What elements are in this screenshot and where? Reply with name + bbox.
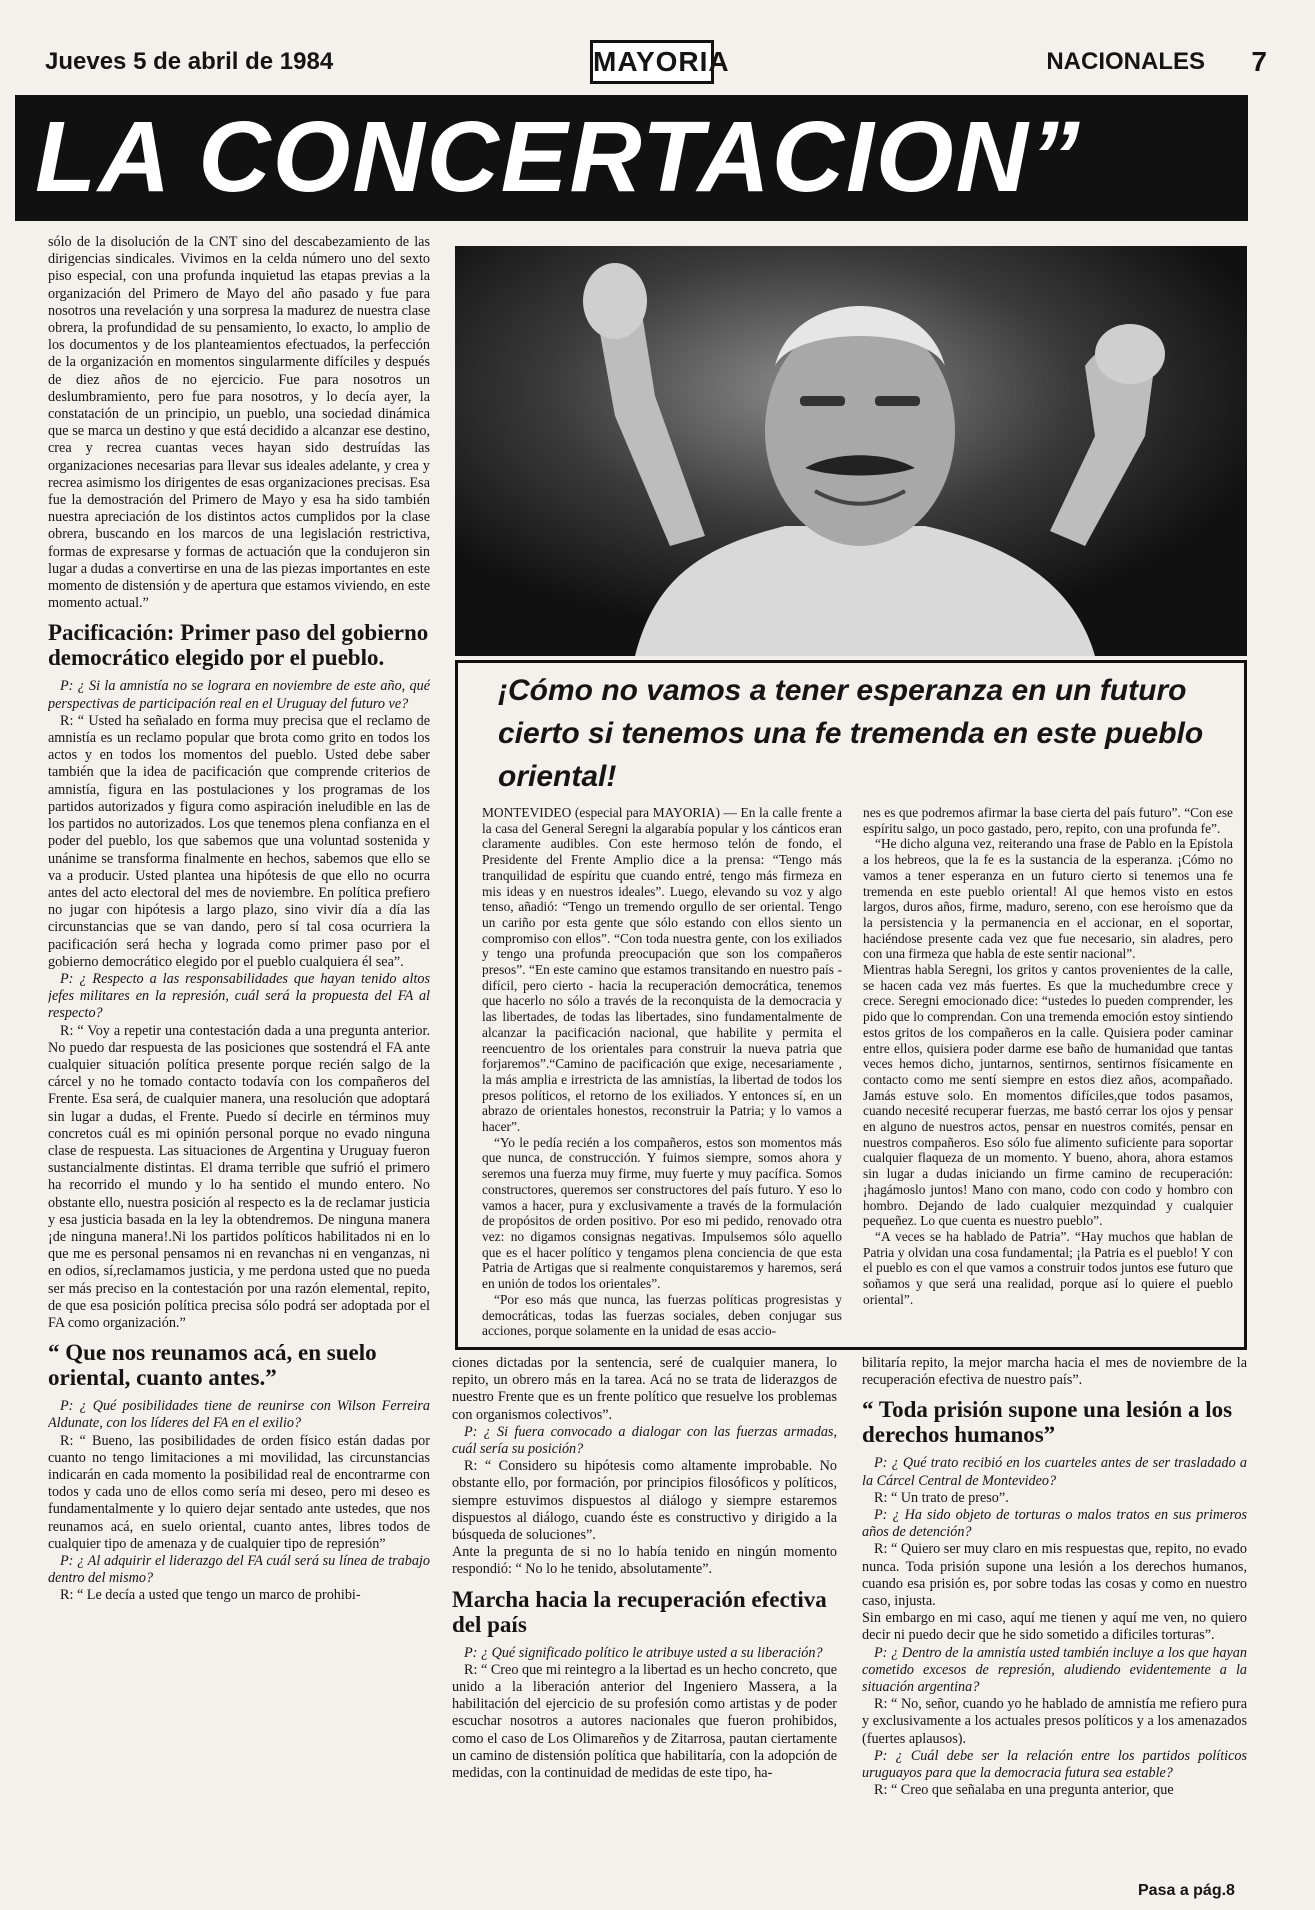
photo-illustration [455, 246, 1247, 656]
answer: R: “ No, señor, cuando yo he hablado de amnistía me refiero pura y exclusivamente a los actuales presos políticos y a los amenazados (fuertes aplausos). [862, 1696, 1247, 1747]
intro-paragraph: sólo de la disolución de la CNT sino del descabezamiento de las dirigencias sindicales. Vivimos en la celda número uno del sexto piso especial, con una profunda inquietud las etapas previas a la organización del Primero de Mayo del año pasado y fue para nosotros una revelación y una sorpresa la madurez de nuestra clase obrera, la profundidad de su pensamiento, lo exacto, lo amplio de los documentos y de los planteamientos efectuados, la perfección de la organización en momentos singularmente difíciles y después de diez años de no ejercicio. Fue para nosotros un deslumbramiento, pero fue para nosotros, y lo decía ayer, la constatación de un principio, un pueblo, una sociedad dinámica que se marca un destino y que está decidido a alcanzar ese destino, crea y recrea cuantas veces hayan sido destruídas las organizaciones necesarias para llevar sus ideales adelante, y crea y recrea asimismo los dirigentes de esas organizaciones precisas. Esa fue la demostración del Primero de Mayo y esa ha sido también nuestra apreciación de los distintos actos cumplidos por la clase obrera, buscando en los marcos de una legislación restrictiva, formas de expresarse y formas de actuación que la condujeron sin lugar a dudas a convertirse en una de las piezas importantes en este momento de distensión y de apertura que estamos viviendo, en este momento actual.” [48, 234, 430, 612]
boxed-paragraph: Mientras habla Seregni, los gritos y cantos provenientes de la calle, se hacen cada vez más fuertes. Es que la muchedumbre crece y crece. Seregni emocionado dice: “ustedes lo pueden comprender, les pido que lo comprendan. Con una tremenda emoción estoy sintiendo estos gritos de los compañeros en la calle. Quisiera poder caminar entre ellos, quisiera poder darme ese baño de humanidad que tantas veces hemos dicho, juntarnos, sentirnos, sentirnos físicamente en contacto como me sentí siempre en estos diez años, acompañado. Jamás estuve solo. En momentos difíciles,que todos pasamos, cuando necesité recuperar fuerzas, me bastó cerrar los ojos y pensar en alguno de nuestros actos, pensar en nuestros comités, pensar en nuestros compañeros. Eso sólo fue alimento suficiente para soportar cualquier flaqueza de un momento. Y bueno, ahora, ahora estamos sin lugar a dudas iniciando un firme camino de recuperación: ¡hagámoslo juntos! Mano con mano, codo con codo y hombro con hombro. Dejando de lado cualquier mezquindad y cualquier pequeñez. Lo que cuenta es nuestro pueblo”. [863, 962, 1233, 1229]
section-heading: “ Que nos reunamos acá, en suelo oriental, cuanto antes.” [48, 1340, 377, 1391]
section-heading: Pacificación: Primer paso del gobierno democrático elegido por el pueblo. [48, 620, 429, 671]
answer: R: “ Le decía a usted que tengo un marco de prohibi- [60, 1587, 361, 1604]
boxed-paragraph: MONTEVIDEO (especial para MAYORIA) — En la calle frente a la casa del General Seregni la algarabía popular y los cánticos eran claramente audibles. Con este hermoso telón de fondo, el Presidente del Frente Amplio dice a la prensa: “Tengo más tranquilidad de espíritu que cuando entré, tengo más firmeza en mis ideas y en nuestros ideales”. Luego, elevando su voz y algo tenso, añadió: “Tengo un tremendo orgullo de ser oriental. Tengo un cariño por esta gente que sólo estando con ellos siento un compromiso con ellos”. “Con toda nuestra gente, con los exiliados y tengo una profunda preocupación que son los compañeros presos”. “En este camino que estamos transitando en nuestro país - difícil, pero cierto - hacia la recuperación democrática, tenemos que hacerlo no sólo a través de la reconquista de la democracia y las libertades, de todas las libertades, sino fundamentalmente de alcanzar la pacificación nacional, que habilite y permita el reencuentro de los orientales para construir la nueva patria que forjaremos”.“Camino de pacificación que exige, necesariamente , la más amplia e irrestricta de las amnistías, la libertad de todos los presos políticos, el retorno de los exiliados. Y entonces sí, en un abrazo de orientales honestos, reconstruir la Patria; y lo vamos a hacer”. [482, 805, 842, 1135]
answer: R: “ Quiero ser muy claro en mis respuestas que, repito, no evado nunca. Toda prisión supone una lesión a los derechos humanos, cuando esa prisión es, por sobre todas las cosas y como en nuestro caso, injusta. [862, 1541, 1247, 1610]
middle-column [452, 1355, 837, 1900]
boxed-paragraph: “Yo le pedía recién a los compañeros, estos son momentos más que nunca, de construcción. Y fuimos siempre, somos ahora y seremos una fuerza muy firme, muy fuerte y muy pacífica. Somos constructores, queremos ser constructores del país futuro. Y eso lo vamos a hacer, pura y exclusivamente a través de la formulación de propósitos de orden positivo. Por eso mi pedido, renovado otra vez: no digamos consignas negativas. Impulsemos sólo aquello que es el hacer político y tengamos plena conciencia de que esta Patria de Artigas que si realmente conquistaremos y haremos, será en unión de todos los orientales”. [482, 1134, 842, 1292]
question: P: ¿ Qué posibilidades tiene de reunirse con Wilson Ferreira Aldunate, con los líderes del FA en el exilio? [48, 1398, 430, 1432]
section-heading: “ Toda prisión supone una lesión a los derechos humanos” [862, 1397, 1233, 1448]
boxed-paragraph: “Por eso más que nunca, las fuerzas políticas progresistas y democráticas, todas las fuerzas sociales, deben conjugar sus acciones, porque solamente en la unidad de esas accio- [482, 1291, 842, 1339]
boxed-column-2 [863, 805, 1233, 1308]
answer: R: “ Voy a repetir una contestación dada a una pregunta anterior. No puedo dar respuesta de las posiciones que sostendrá el FA ante cualquier situación política presente porque recién salgo de la cárcel y no he tomado contacto todavía con los compañeros del Frente. Esa será, de cualquier manera, una resolución que adoptará sin lugar a dudas, el Frente. Puedo sí decirle en términos muy concretos cuál es mi opinión personal porque no evado ninguna clase de respuesta. Las situaciones de Argentina y Uruguay fueron sustancialmente distintas. El drama terrible que sufrió el primero ha recorrido el mundo y lo ha sentido el mundo entero. No obstante ello, nuestra posición al respecto es la de reclamar justicia y esa justicia basada en la ley la obtendremos. De ninguna manera ¡de ninguna manera!.Ni los partidos políticos habilitados ni en lo que me es personal pensamos ni en revanchas ni en venganzas, ni en odios, sí,reclamamos justicia, y me perdona usted que no pueda ser más preciso en la contestación por una razón elemental, repito, de que esa posición política precisa sólo podrá ser adoptada por el FA como organización.” [48, 1022, 430, 1331]
question: P: ¿ Ha sido objeto de torturas o malos tratos en sus primeros años de detención? [862, 1507, 1247, 1541]
headline-title: LA CONCERTACION” [35, 101, 1082, 213]
boxed-column-1 [482, 805, 842, 1339]
paragraph: bilitaría repito, la mejor marcha hacia el mes de noviembre de la recuperación efectiva de nuestro país”. [862, 1355, 1247, 1389]
section-title: NACIONALES [1046, 48, 1205, 75]
question: P: ¿ Si la amnistía no se lograra en noviembre de este año, qué perspectivas de participación real en el Uruguay del futuro ve? [48, 678, 430, 712]
section-heading: Marcha hacia la recuperación efectiva del país [452, 1586, 827, 1637]
continue-link[interactable]: Pasa a pág.8 [1138, 1882, 1235, 1899]
question: P: ¿ Qué trato recibió en los cuarteles antes de ser trasladado a la Cárcel Central de Montevideo? [862, 1455, 1247, 1489]
boxed-paragraph: nes es que podremos afirmar la base cierta del país futuro”. “Con ese espíritu salgo, un poco gastado, pero, repito, con una profunda fe”. [863, 805, 1233, 836]
right-column [862, 1355, 1247, 1875]
question: P: ¿ Dentro de la amnistía usted también incluye a los que hayan cometido excesos de represión, aludiendo evidentemente a la situación argentina? [862, 1644, 1247, 1696]
answer: R: “ Considero su hipótesis como altamente improbable. No obstante ello, por formación, por principios filosóficos y políticos, siempre estuvimos dispuestos al diálogo y siempre estaremos dispuestos al diálogo, cuando éste es constructivo y dirigido a la búsqueda de soluciones”. [452, 1458, 837, 1544]
header-date: Jueves 5 de abril de 1984 [45, 48, 334, 75]
question: P: ¿ Respecto a las responsabilidades que hayan tenido altos jefes militares en la represión, cuál será la propuesta del FA al respecto? [48, 970, 430, 1022]
left-column [48, 234, 430, 1894]
boxed-paragraph: “A veces se ha hablado de Patria”. “Hay muchos que hablan de Patria y olvidan una cosa fundamental; ¡la Patria es el pueblo! Y con el pueblo es con el que vamos a construir todos juntos ese futuro que soñamos y que será una realidad, porque así lo quiere el pueblo oriental”. [863, 1228, 1233, 1307]
question: P: ¿ Qué significado político le atribuye usted a su liberación? [464, 1644, 823, 1661]
paragraph: Ante la pregunta de si no lo había tenido en ningún momento respondió: “ No lo he tenido, absolutamente”. [452, 1544, 837, 1578]
question: P: ¿ Cuál debe ser la relación entre los partidos políticos uruguayos para que la democracia futura sea estable? [862, 1747, 1247, 1782]
seregni-photo [455, 246, 1247, 656]
boxed-headline: ¡Cómo no vamos a tener esperanza en un futuro cierto si tenemos una fe tremenda en este pueblo oriental! [498, 674, 1204, 793]
headline-banner [15, 95, 1248, 221]
boxed-paragraph: “He dicho alguna vez, reiterando una frase de Pablo en la Epístola a los hebreos, que la fe es la sustancia de la esperanza. ¡Cómo no vamos a tener esperanza en un futuro cierto si tenemos una fe tremenda en este pueblo oriental! Al que hemos visto en estos largos, duros años, firme, maduro, sereno, con ese heroísmo que da la persistencia y la permanencia en el accionar, en el soportar, haciéndose presente cada vez que fue necesario, sin aladres, pero con una firmeza que habla de este sentir nacional”. [863, 836, 1233, 962]
page-number: 7 [1251, 46, 1267, 77]
question: P: ¿ Si fuera convocado a dialogar con las fuerzas armadas, cuál sería su posición? [452, 1423, 837, 1458]
answer: R: “ Un trato de preso”. [874, 1489, 1009, 1506]
answer: R: “ Bueno, las posibilidades de orden físico están dadas por cuanto no tengo limitaciones a mi movilidad, las circunstancias indicarán en cada momento la posibilidad real de encontrarme con todos y cada uno de ellos como sería mi deseo, pero mi deseo es fundamentalmente y lo quiero dejar sentado ante ustedes, que nos reunamos acá, en suelo oriental, cuanto antes, libres todos de cualquier tipo de amenaza y de cualquier tipo de represión” [48, 1432, 430, 1552]
paragraph: Sin embargo en mi caso, aquí me tienen y aquí me ven, no quiero decir ni puedo decir que he sido sometido a dificiles torturas”. [862, 1610, 1247, 1644]
paragraph: ciones dictadas por la sentencia, seré de cualquier manera, lo repito, un obrero más en la tarea. Acá no se trata de liderazgos de nuestro Frente que es un frente político que resuelve los problemas con organismos colectivos”. [452, 1355, 837, 1423]
answer: R: “ Usted ha señalado en forma muy precisa que el reclamo de amnistía es un reclamo popular que brota como grito en todos los actos y en todos los momentos del pueblo. Usted debe saber también que la idea de pacificación que comprende criterios de amnistía, figura en las postulaciones y los programas de los partidos autorizados y figura como aspiración ineludible en las de los partidos no autorizados. Los que tenemos plena confianza en el poder del pueblo, los que sabemos que una voluntad sostenida y unánime se transforma finalmente en hechos, sabemos que ello se va a producir. Usted plantea una hipótesis de que ello no ocurra antes del acto electoral del mes de noviembre. En política prefiero no jugar con hipótesis a largo plazo, sino vivir día a día las circunstancias que se van dando, pero sí tal cosa ocurriera la pacificación será hecha y lograda como primer paso por el gobierno democrático elegido por el pueblo cualquiera él sea”. [48, 712, 430, 970]
question: P: ¿ Al adquirir el liderazgo del FA cuál será su línea de trabajo dentro del mismo? [48, 1553, 430, 1587]
boxed-article [455, 660, 1247, 1350]
newspaper-logo: MAYORIA [590, 40, 714, 84]
answer: R: “ Creo que mi reintegro a la libertad es un hecho concreto, que unido a la liberación anterior del Ingeniero Massera, a la habilitación del ejercicio de su profesión como artistas y de poder escuchar nosotros a autores nacionales que fueron prohibidos, como el caso de Los Olimareños y de Zitarrosa, pautan ciertamente un camino de distensión política que habilitaría, con la adopción de medidas, con la continuidad de medidas de este tipo, ha- [452, 1661, 837, 1782]
answer: R: “ Creo que señalaba en una pregunta anterior, que [874, 1782, 1174, 1799]
